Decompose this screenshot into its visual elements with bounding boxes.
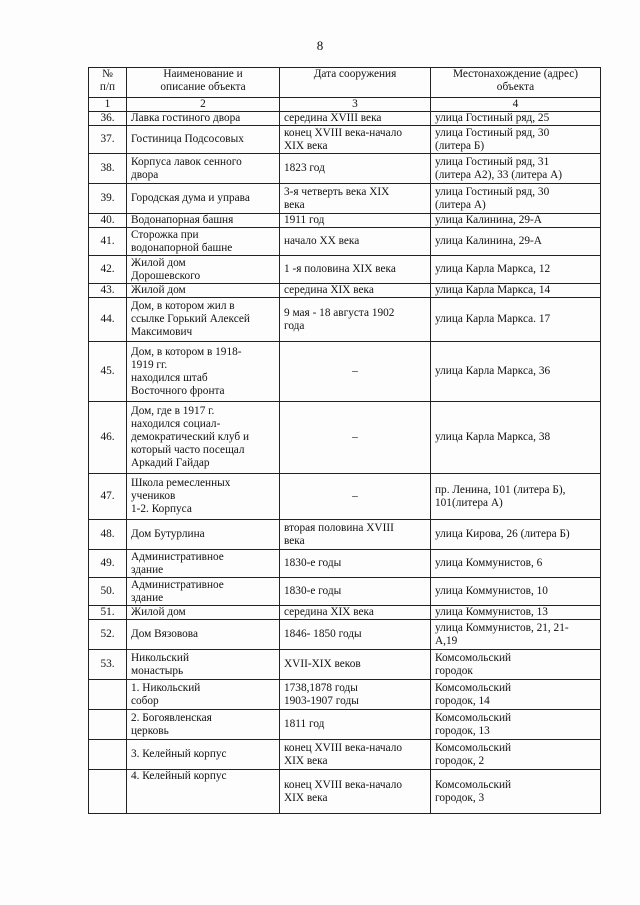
- object-location: улица Гостиный ряд, 25: [431, 112, 601, 126]
- object-location: улица Карла Маркса, 38: [431, 402, 601, 474]
- object-location: улица Карла Маркса, 36: [431, 342, 601, 402]
- construction-date: 1811 год: [280, 710, 431, 740]
- construction-date: 9 мая - 18 августа 1902 года: [280, 298, 431, 342]
- monuments-table: [88, 67, 601, 814]
- column-number: 1: [89, 98, 127, 112]
- object-location: улица Кирова, 26 (литера Б): [431, 520, 601, 550]
- row-number: [89, 770, 127, 814]
- header-location: Местонахождение (адрес) объекта: [431, 68, 601, 98]
- table-row: [89, 474, 601, 520]
- header-num: № п/п: [89, 68, 127, 98]
- column-number: 4: [431, 98, 601, 112]
- object-location: улица Коммунистов, 21, 21- А,19: [431, 620, 601, 650]
- object-location: улица Карла Маркса. 17: [431, 298, 601, 342]
- object-location: улица Коммунистов, 13: [431, 606, 601, 620]
- column-number: 2: [127, 98, 280, 112]
- row-number: 50.: [89, 578, 127, 606]
- construction-date: начало XX века: [280, 228, 431, 256]
- table-row: [89, 402, 601, 474]
- object-name: Никольский монастырь: [127, 650, 280, 680]
- page-number: 8: [316, 38, 324, 53]
- row-number: 53.: [89, 650, 127, 680]
- object-location: Комсомольский городок, 3: [431, 770, 601, 814]
- object-location: улица Гостиный ряд, 31 (литера А2), 33 (литера А): [431, 154, 601, 184]
- table-row: [89, 620, 601, 650]
- row-number: 37.: [89, 126, 127, 154]
- row-number: 51.: [89, 606, 127, 620]
- object-name: Городская дума и управа: [127, 184, 280, 214]
- object-location: улица Гостиный ряд, 30 (литера Б): [431, 126, 601, 154]
- construction-date: –: [280, 402, 431, 474]
- table-row: [89, 550, 601, 578]
- object-location: Комсомольский городок, 2: [431, 740, 601, 770]
- object-location: Комсомольский городок, 14: [431, 680, 601, 710]
- construction-date: вторая половина XVIII века: [280, 520, 431, 550]
- construction-date: середина XIX века: [280, 606, 431, 620]
- object-name: Водонапорная башня: [127, 214, 280, 228]
- construction-date: конец XVIII века-начало XIX века: [280, 770, 431, 814]
- construction-date: 1830-е годы: [280, 550, 431, 578]
- row-number: 38.: [89, 154, 127, 184]
- object-location: улица Карла Маркса, 14: [431, 284, 601, 298]
- row-number: [89, 740, 127, 770]
- row-number: 48.: [89, 520, 127, 550]
- table-row: [89, 342, 601, 402]
- construction-date: 1830-е годы: [280, 578, 431, 606]
- object-name: Лавка гостиного двора: [127, 112, 280, 126]
- row-number: 36.: [89, 112, 127, 126]
- row-number: 44.: [89, 298, 127, 342]
- row-number: 39.: [89, 184, 127, 214]
- row-number: [89, 680, 127, 710]
- construction-date: XVII-XIX веков: [280, 650, 431, 680]
- object-name: Административное здание: [127, 578, 280, 606]
- row-number: 40.: [89, 214, 127, 228]
- table-row: [89, 112, 601, 126]
- object-location: улица Коммунистов, 10: [431, 578, 601, 606]
- construction-date: 1738,1878 годы 1903-1907 годы: [280, 680, 431, 710]
- object-name: Гостиница Подсосовых: [127, 126, 280, 154]
- object-name: Жилой дом: [127, 606, 280, 620]
- column-number-row: [89, 98, 601, 112]
- table-row: [89, 228, 601, 256]
- object-name: 1. Никольский собор: [127, 680, 280, 710]
- object-name: Дом Бутурлина: [127, 520, 280, 550]
- construction-date: середина XVIII века: [280, 112, 431, 126]
- construction-date: 1911 год: [280, 214, 431, 228]
- object-name: Жилой дом: [127, 284, 280, 298]
- construction-date: –: [280, 342, 431, 402]
- object-location: улица Коммунистов, 6: [431, 550, 601, 578]
- table-row: [89, 578, 601, 606]
- row-number: 42.: [89, 256, 127, 284]
- construction-date: 1823 год: [280, 154, 431, 184]
- construction-date: 1 -я половина XIX века: [280, 256, 431, 284]
- object-location: улица Карла Маркса, 12: [431, 256, 601, 284]
- object-name: 3. Келейный корпус: [127, 740, 280, 770]
- row-number: [89, 710, 127, 740]
- row-number: 47.: [89, 474, 127, 520]
- construction-date: конец XVIII века-начало XIX века: [280, 126, 431, 154]
- table-row: [89, 214, 601, 228]
- object-name: Дом, где в 1917 г. находился социал- демократический клуб и который часто посещал Аркадий Гайдар: [127, 402, 280, 474]
- column-number: 3: [280, 98, 431, 112]
- table-row: [89, 256, 601, 284]
- object-name: Школа ремесленных учеников 1-2. Корпуса: [127, 474, 280, 520]
- object-name: Административное здание: [127, 550, 280, 578]
- table-row: [89, 154, 601, 184]
- table-row: [89, 606, 601, 620]
- header-date: Дата сооружения: [280, 68, 431, 98]
- object-name: Сторожка при водонапорной башне: [127, 228, 280, 256]
- row-number: 43.: [89, 284, 127, 298]
- object-location: улица Калинина, 29-А: [431, 228, 601, 256]
- object-name: Дом, в котором в 1918- 1919 гг. находился штаб Восточного фронта: [127, 342, 280, 402]
- table-row: [89, 184, 601, 214]
- row-number: 52.: [89, 620, 127, 650]
- table-header-row: [89, 68, 601, 98]
- object-location: Комсомольский городок, 13: [431, 710, 601, 740]
- table-row: [89, 740, 601, 770]
- row-number: 49.: [89, 550, 127, 578]
- header-name: Наименование и описание объекта: [127, 68, 280, 98]
- object-name: Дом Вязовова: [127, 620, 280, 650]
- table-row: [89, 650, 601, 680]
- construction-date: –: [280, 474, 431, 520]
- table-row: [89, 770, 601, 814]
- object-name: 2. Богоявленская церковь: [127, 710, 280, 740]
- table-row: [89, 298, 601, 342]
- row-number: 46.: [89, 402, 127, 474]
- table-row: [89, 710, 601, 740]
- object-location: улица Гостиный ряд, 30 (литера А): [431, 184, 601, 214]
- object-location: улица Калинина, 29-А: [431, 214, 601, 228]
- object-location: пр. Ленина, 101 (литера Б), 101(литера А): [431, 474, 601, 520]
- construction-date: 3-я четверть века XIX века: [280, 184, 431, 214]
- object-name: Жилой дом Дорошевского: [127, 256, 280, 284]
- object-name: Дом, в котором жил в ссылке Горький Алексей Максимович: [127, 298, 280, 342]
- row-number: 41.: [89, 228, 127, 256]
- table-row: [89, 284, 601, 298]
- object-name: 4. Келейный корпус: [127, 770, 280, 814]
- table-row: [89, 680, 601, 710]
- object-name: Корпуса лавок сенного двора: [127, 154, 280, 184]
- construction-date: середина XIX века: [280, 284, 431, 298]
- row-number: 45.: [89, 342, 127, 402]
- object-location: Комсомольский городок: [431, 650, 601, 680]
- table-row: [89, 126, 601, 154]
- table-row: [89, 520, 601, 550]
- construction-date: 1846- 1850 годы: [280, 620, 431, 650]
- construction-date: конец XVIII века-начало XIX века: [280, 740, 431, 770]
